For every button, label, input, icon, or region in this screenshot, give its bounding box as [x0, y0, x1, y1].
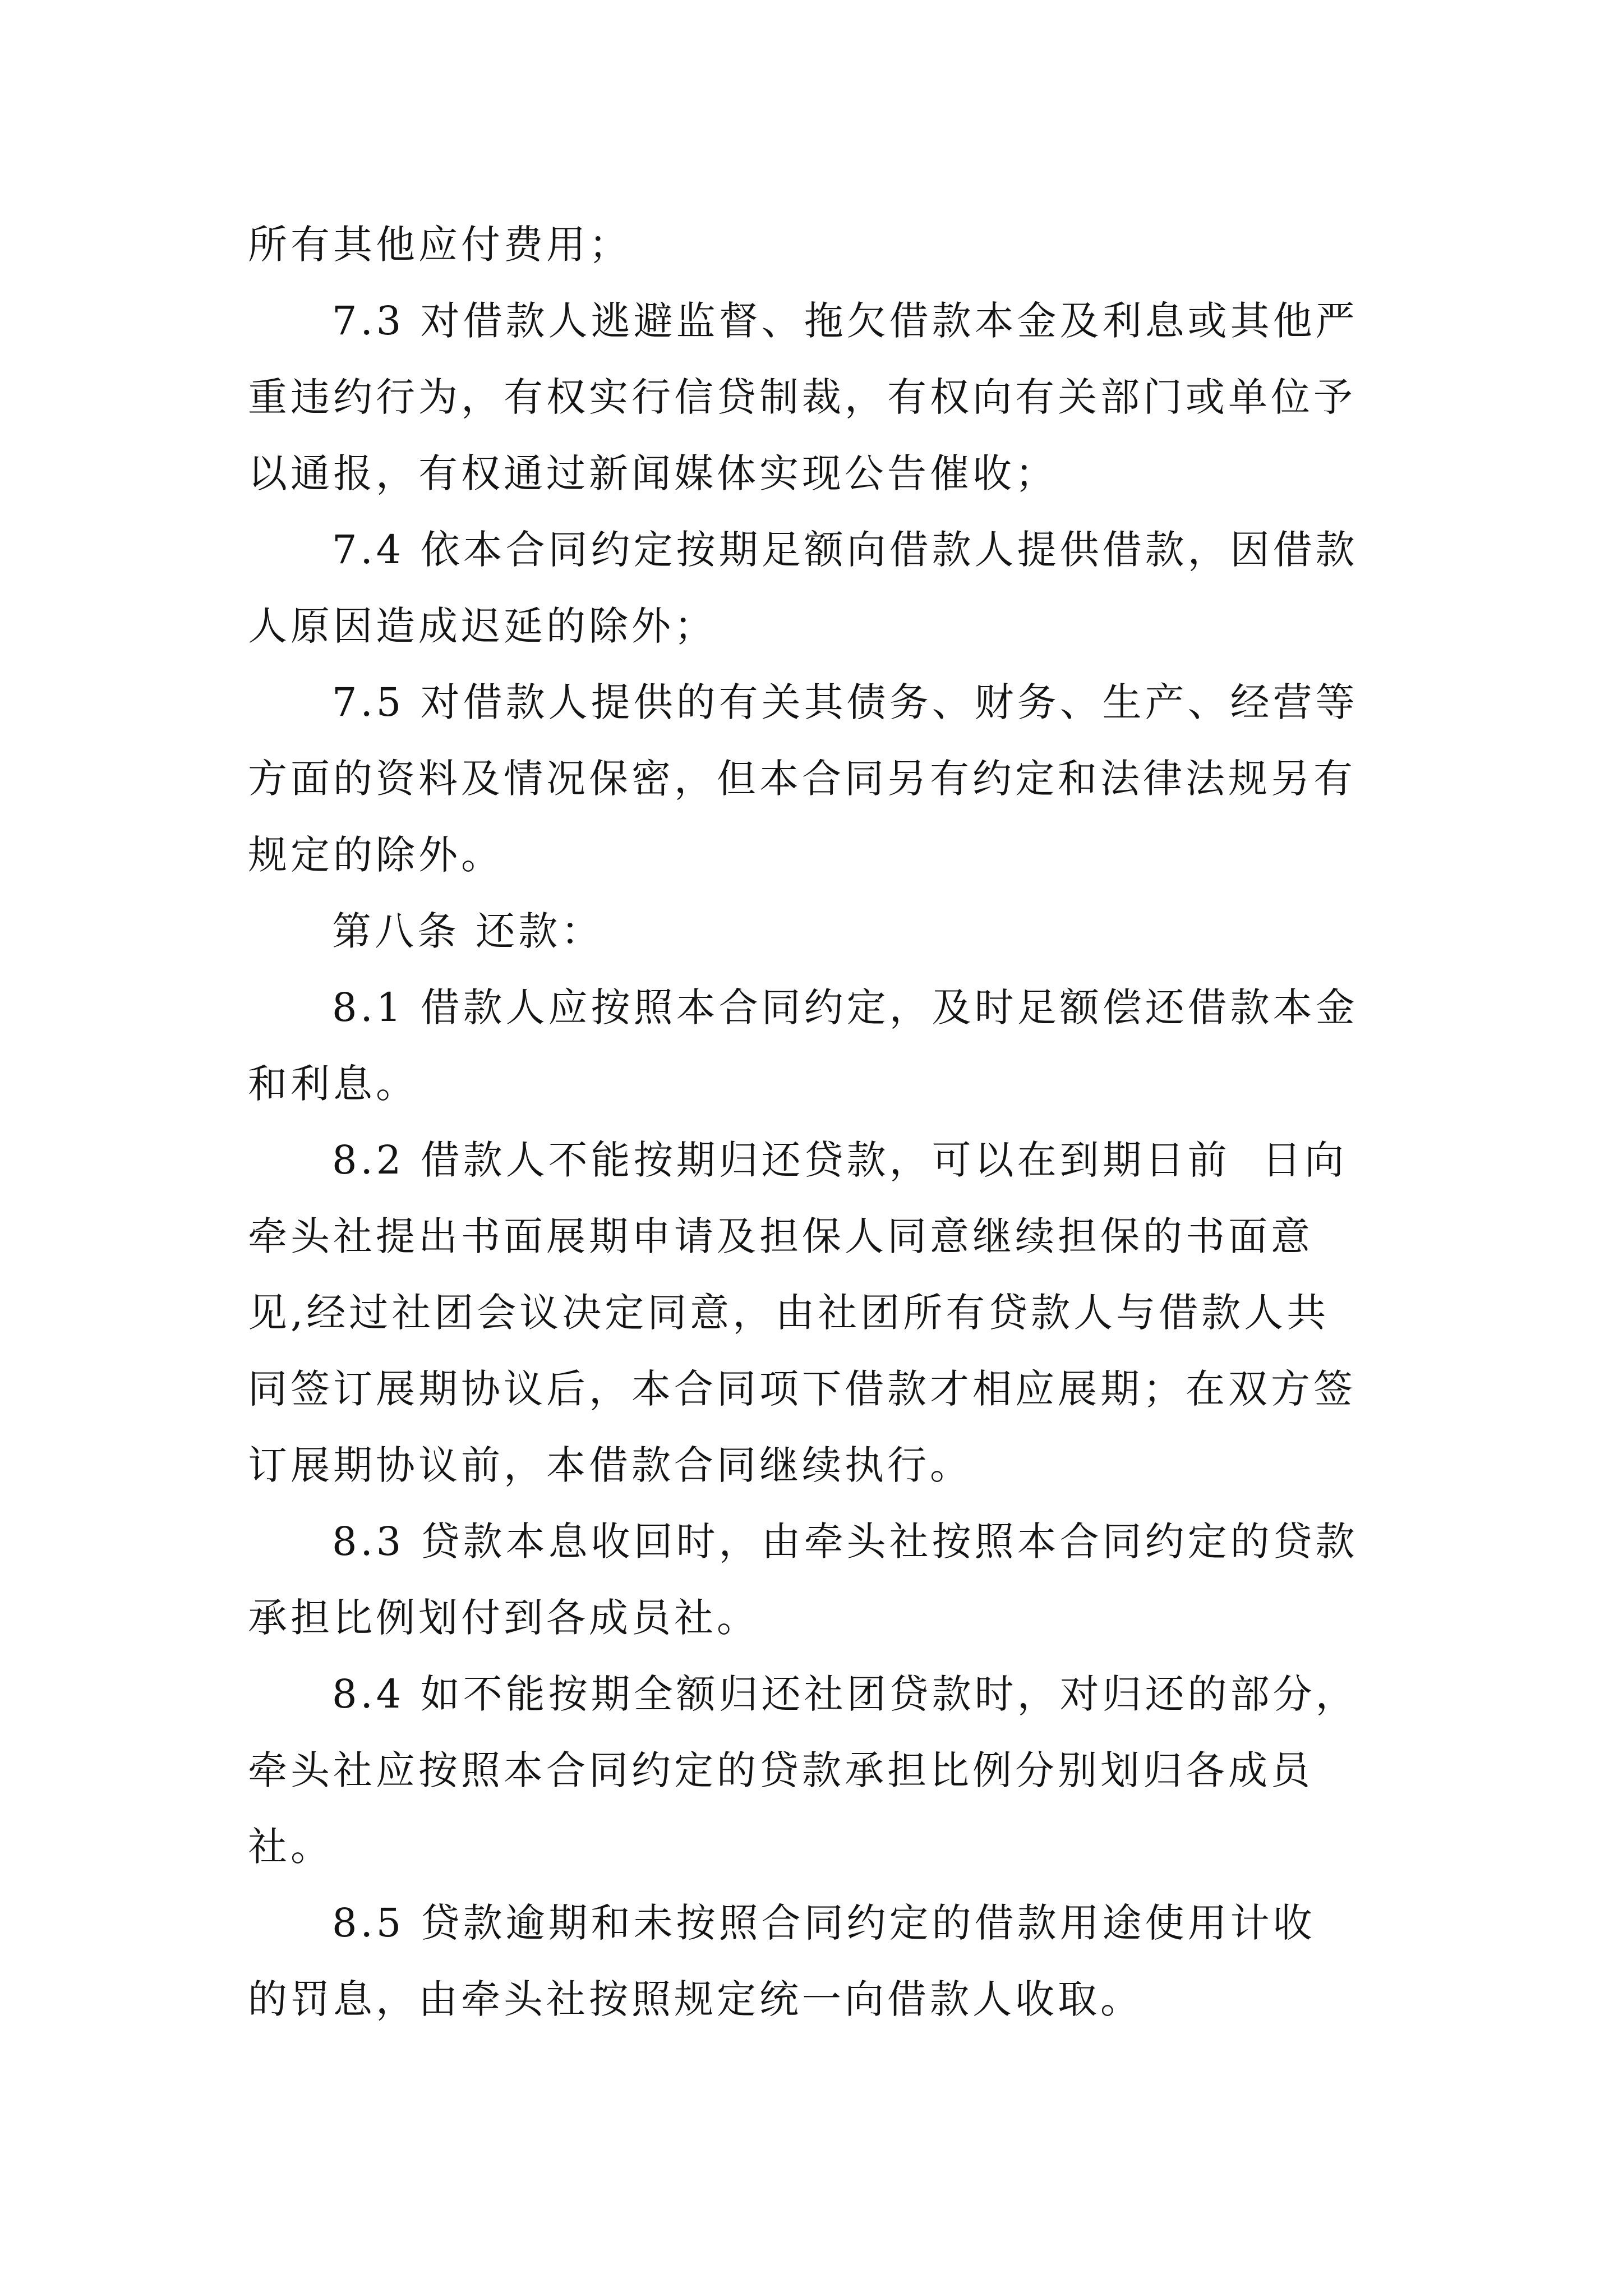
text-line: 7.5 对借款人提供的有关其债务、财务、生产、经营等 — [332, 679, 1358, 725]
text-line: 以通报，有权通过新闻媒体实现公告催收； — [248, 450, 1058, 496]
text-line: 8.2 借款人不能按期归还贷款，可以在到期日前 日向 — [332, 1137, 1348, 1183]
paragraph-7-4 — [248, 512, 1392, 664]
text-line: 第八条 还款： — [332, 908, 604, 954]
text-line: 人原因造成迟延的除外； — [248, 603, 717, 649]
text-line: 7.3 对借款人逃避监督、拖欠借款本金及利息或其他严 — [332, 298, 1358, 344]
paragraph-8-2 — [248, 1122, 1392, 1503]
text-line: 8.3 贷款本息收回时，由牵头社按照本合同约定的贷款 — [332, 1519, 1358, 1565]
text-line: 见,经过社团会议决定同意，由社团所有贷款人与借款人共 — [248, 1290, 1330, 1336]
paragraph-8-3 — [248, 1503, 1392, 1656]
paragraph-7-2-continuation — [248, 206, 1392, 283]
text-line: 社。 — [248, 1824, 333, 1870]
text-line: 牵头社提出书面展期申请及担保人同意继续担保的书面意 — [248, 1213, 1313, 1259]
document-body — [248, 206, 1392, 2037]
text-line: 7.4 依本合同约定按期足额向借款人提供借款，因借款 — [332, 527, 1358, 573]
paragraph-8-5 — [248, 1885, 1392, 2037]
text-line: 同签订展期协议后，本合同项下借款才相应展期；在双方签 — [248, 1366, 1356, 1412]
paragraph-8-1 — [248, 969, 1392, 1122]
text-line: 所有其他应付费用； — [248, 222, 631, 268]
paragraph-7-3 — [248, 283, 1392, 512]
text-line: 的罚息，由牵头社按照规定统一向借款人收取。 — [248, 1976, 1143, 2022]
paragraph-7-5 — [248, 664, 1392, 893]
text-line: 重违约行为，有权实行信贷制裁，有权向有关部门或单位予 — [248, 374, 1356, 420]
text-line: 8.4 如不能按期全额归还社团贷款时，对归还的部分， — [332, 1671, 1358, 1717]
text-line: 订展期协议前，本借款合同继续执行。 — [248, 1442, 972, 1488]
text-line: 规定的除外。 — [248, 832, 504, 878]
text-line: 牵头社应按照本合同约定的贷款承担比例分别划归各成员 — [248, 1747, 1313, 1793]
paragraph-8-4 — [248, 1656, 1392, 1885]
text-line: 方面的资料及情况保密，但本合同另有约定和法律法规另有 — [248, 756, 1356, 802]
text-line: 8.1 借款人应按照本合同约定，及时足额偿还借款本金 — [332, 984, 1358, 1030]
text-line: 和利息。 — [248, 1061, 418, 1107]
text-line: 8.5 贷款逾期和未按照合同约定的借款用途使用计收 — [332, 1900, 1316, 1946]
text-line: 承担比例划付到各成员社。 — [248, 1595, 759, 1641]
article-8-heading — [248, 893, 1392, 969]
